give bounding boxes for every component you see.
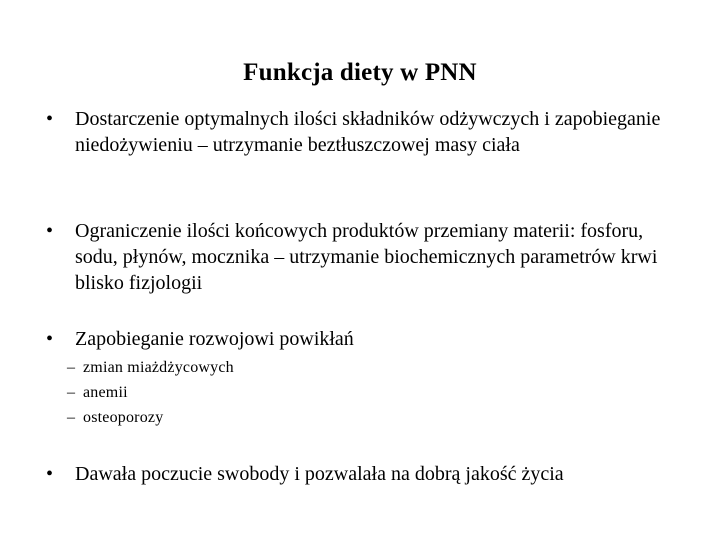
sub-bullet-item xyxy=(67,355,467,381)
bullet-marker: • xyxy=(46,328,54,350)
sub-bullet-marker: – xyxy=(67,409,75,426)
bullet-item xyxy=(46,461,686,487)
sub-bullet-text: osteoporozy xyxy=(83,409,164,426)
sub-bullet-marker: – xyxy=(67,359,75,376)
bullet-marker: • xyxy=(46,108,54,130)
bullet-item xyxy=(46,218,686,296)
bullet-text: Ograniczenie ilości końcowych produktów przemiany materii: fosforu, sodu, płynów, mocznika – utrzymanie biochemicznych parametrów krwi blisko fizjologii xyxy=(75,220,658,294)
sub-bullet-text: anemii xyxy=(83,384,128,401)
sub-bullet-item xyxy=(67,380,467,406)
sub-bullet-marker: – xyxy=(67,384,75,401)
sub-bullet-item xyxy=(67,405,467,431)
bullet-marker: • xyxy=(46,220,54,242)
bullet-text: Dostarczenie optymalnych ilości składników odżywczych i zapobieganie niedożywieniu – utrzymanie beztłuszczowej masy ciała xyxy=(75,108,661,156)
bullet-item xyxy=(46,106,686,158)
bullet-text: Dawała poczucie swobody i pozwalała na dobrą jakość życia xyxy=(75,463,564,485)
slide-title: Funkcja diety w PNN xyxy=(243,59,477,86)
bullet-marker: • xyxy=(46,463,54,485)
bullet-item xyxy=(46,326,686,352)
bullet-text: Zapobieganie rozwojowi powikłań xyxy=(75,328,354,350)
sub-bullet-text: zmian miażdżycowych xyxy=(83,359,234,376)
